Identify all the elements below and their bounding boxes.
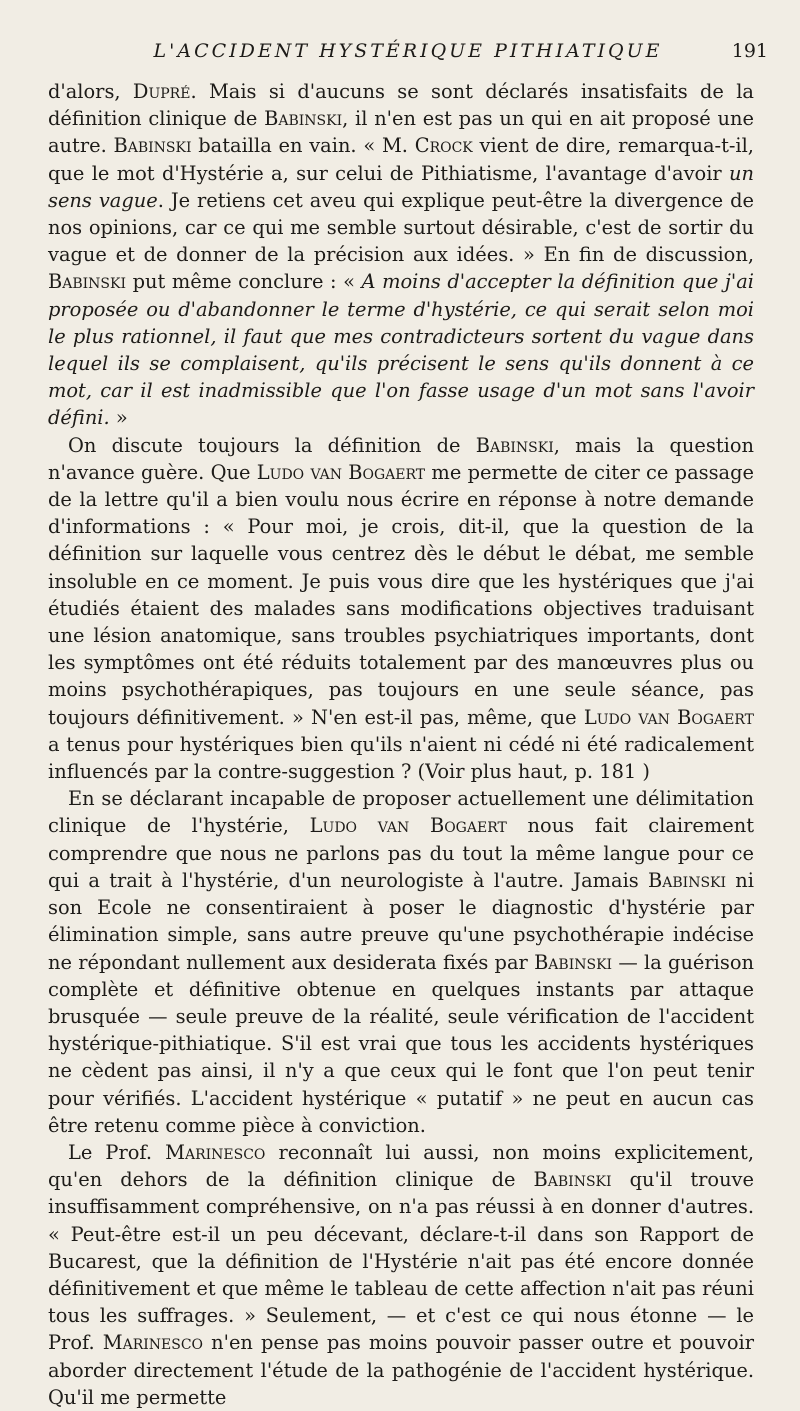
name-smallcaps: Babinski [534,950,613,974]
name-smallcaps: Babinski [475,433,554,457]
page-header [48,40,768,70]
name-smallcaps: Babinski [648,868,727,892]
text-run: qu'il trouve insuffisamment compréhensive, on n'a pas réussi à en donner d'autres. « Peut-être est-il un peu décevant, déclare-t-il dans son Rapport de Bucarest, que la définition de l'Hystérie n'ait pas été encore donnée définitivement et que même le tableau de cette affection n'ait pas réuni tous les suffrages. » Seulement, — et c'est ce qui nous étonne — le Prof. [48,1168,754,1355]
name-smallcaps: Marinesco [165,1140,266,1164]
running-title: L'ACCIDENT HYSTÉRIQUE PITHIATIQUE [153,40,663,62]
text-run: Le Prof. [68,1140,166,1164]
text-run: put même conclure : « [126,270,362,294]
body-text [48,78,754,1411]
name-smallcaps: Ludo van Bogaert [309,814,507,838]
text-run: vient de dire, remarqua-t-il, que le mot d'Hystérie a, sur celui de Pithiatisme, l'avantage d'avoir [48,134,754,185]
name-smallcaps: Babinski [533,1168,612,1192]
text-run: reconnaît lui aussi, non moins explicitement, qu'en dehors de la définition clinique de [48,1140,754,1192]
italic-text: un sens vague [48,161,754,212]
name-smallcaps: Babinski [264,107,343,131]
text-run: ni son Ecole ne consentiraient à poser le diagnostic d'hystérie par élimination simple, sans autre preuve qu'une psychothérapie indécise ne répondant nullement aux desiderata fixés par [48,868,754,974]
name-smallcaps: Babinski [48,270,127,294]
name-smallcaps: Ludo van Bogaert [583,705,754,729]
text-run: batailla en vain. « M. [191,134,415,158]
name-smallcaps: Babinski [113,134,192,158]
text-run: On discute toujours la définition de [68,433,476,457]
text-run: . Je retiens cet aveu qui explique peut-être la divergence de nos opinions, car ce qui me semble surtout désirable, c'est de sortir du vague et de donner de la précision aux idées. » En fin de discussion, [48,188,754,267]
paragraph-3 [48,785,754,1139]
text-run: , il n'en est pas un qui en ait proposé une autre. [48,107,754,158]
name-smallcaps: Dupré [132,80,191,103]
name-smallcaps: Crock [414,134,473,158]
text-run: En se déclarant incapable de proposer actuellement une délimitation clinique de l'hystérie, [48,787,754,838]
text-run: nous fait clairement comprendre que nous ne parlons pas du tout la même langue pour ce qui a trait à l'hystérie, d'un neurologiste à l'autre. Jamais [48,814,754,892]
name-smallcaps: Ludo van Bogaert [256,460,426,484]
text-run: me permette de citer ce passage de la lettre qu'il a bien voulu nous écrire en réponse à notre demande d'informations : « Pour moi, je crois, dit-il, que la question de la définition sur laquelle vous centrez dès le début le débat, me semble insoluble en ce moment. Je puis vous dire que les hystériques que j'ai étudiés étaient des malades sans modifications objectives traduisant une lésion anatomique, sans troubles psychiatriques importants, dont les symptômes ont été réduits totalement par des manœuvres plus ou moins psychothérapiques, pas toujours en une seule séance, pas toujours définitivement. » N'en est-il pas, même, que [48,460,755,729]
paragraph-2 [48,432,754,786]
text-run: — la guérison complète et définitive obtenue en quelques instants par attaque brusquée — seule preuve de la réalité, seule vérification de l'accident hystérique-pithiatique. S'il est vrai que tous les accidents hystériques ne cèdent pas ainsi, il n'y a que ceux qui le font que l'on peut tenir pour vérifiés. L'accident hystérique « putatif » ne peut en aucun cas être retenu comme pièce à conviction. [48,950,754,1137]
text-run: , mais la question n'avance guère. Que [48,433,754,484]
page-number: 191 [731,40,768,62]
paragraph-4 [48,1139,754,1411]
text-run: . Mais si d'aucuns se sont déclarés insatisfaits de la définition clinique de [48,80,754,131]
name-smallcaps: Marinesco [102,1331,204,1355]
text-run: d'alors, [48,80,133,103]
italic-text: A moins d'accepter la définition que j'ai proposée ou d'abandonner le terme d'hystérie, ce qui serait selon moi le plus rationnel, il faut que mes contradicteurs sortent du vague dans lequel ils se complaisent, qu'ils précisent le sens qu'ils donnent à ce mot, car il est inadmissible que l'on fasse usage d'un mot sans l'avoir défini. [48,270,754,430]
text-run: » [109,406,128,430]
text-run: n'en pense pas moins pouvoir passer outre et pouvoir aborder directement l'étude de la pathogénie de l'accident hystérique. Qu'il me permette [48,1331,754,1409]
text-run: a tenus pour hystériques bien qu'ils n'aient ni cédé ni été radicalement influencés par la contre-suggestion ? (Voir plus haut, p. 181 ) [48,732,754,784]
paragraph-1 [48,78,754,432]
